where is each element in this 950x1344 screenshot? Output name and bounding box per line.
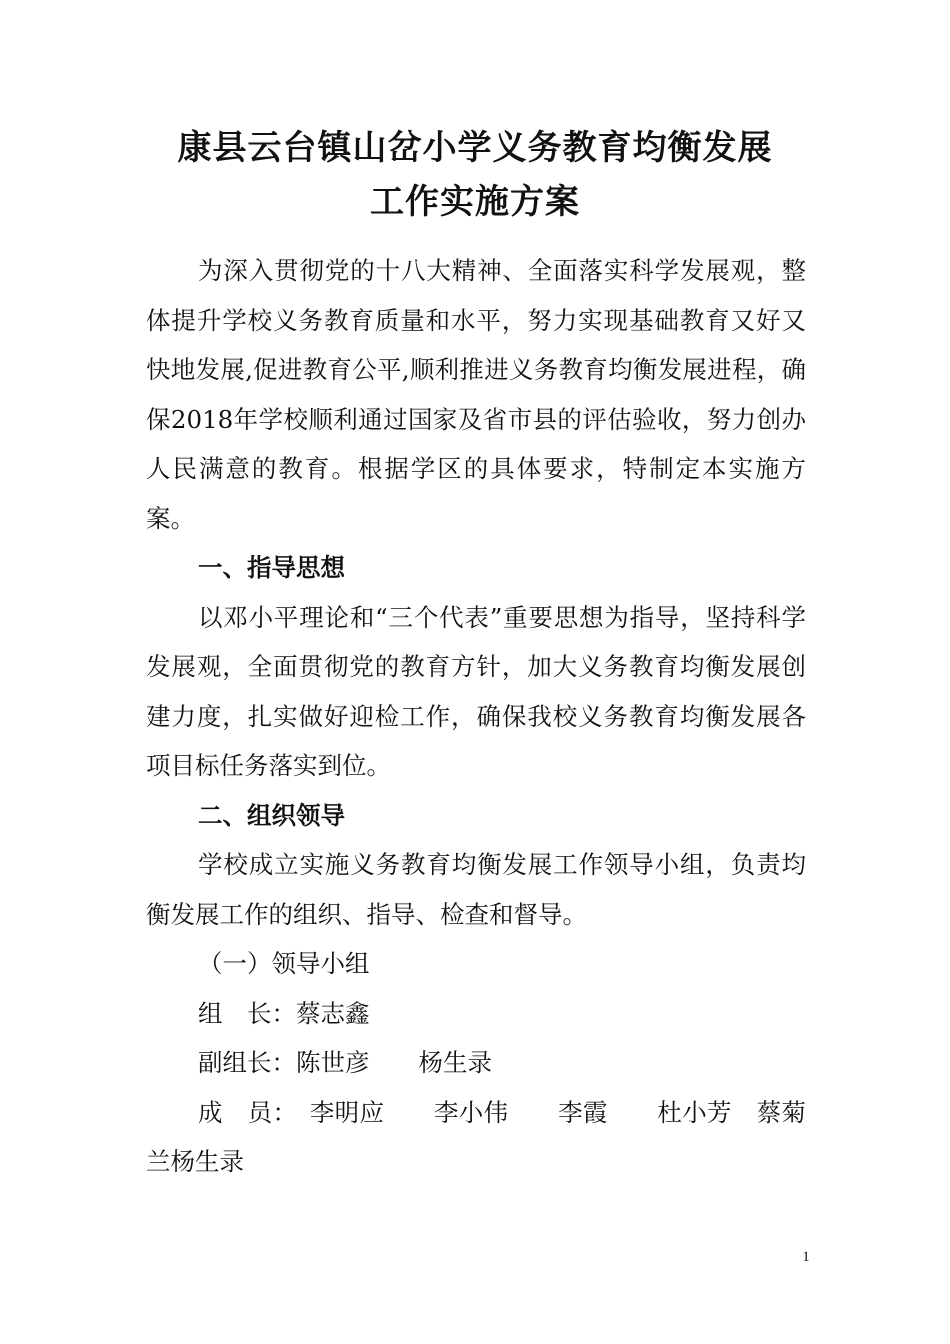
section2-heading: 二、组织领导 <box>198 800 345 830</box>
intro-paragraph: 为深入贯彻党的十八大精神、全面落实科学发展观，整体提升学校义务教育质量和水平，努力实现基础教育又好又快地发展,促进教育公平,顺利推进义务教育均衡发展进程，确保2018年学校顺利通过国家及省市县的评估验收，努力创办人民满意的教育。根据学区的具体要求，特制定本实施方案。 <box>146 256 806 533</box>
section1-paragraph: 以邓小平理论和“三个代表”重要思想为指导，坚持科学发展观，全面贯彻党的教育方针，加大义务教育均衡发展创建力度，扎实做好迎检工作，确保我校义务教育均衡发展各项目标任务落实到位。 <box>146 602 806 780</box>
document-title-line2: 工作实施方案 <box>370 182 580 222</box>
deputy-leader-line: 副组长：陈世彦 杨生录 <box>198 1048 492 1077</box>
document-title-line1: 康县云台镇山岔小学义务教育均衡发展 <box>177 128 773 168</box>
section1-heading: 一、指导思想 <box>198 553 345 582</box>
leadership-group-subheading: （一）领导小组 <box>198 949 370 978</box>
document-body <box>146 246 806 1187</box>
section2-paragraph: 学校成立实施义务教育均衡发展工作领导小组，负责均衡发展工作的组织、指导、检查和督导。 <box>146 850 806 929</box>
page-number: 1 <box>802 1249 810 1265</box>
group-leader-line: 组 长：蔡志鑫 <box>198 998 370 1028</box>
members-line: 成 员： 李明应 李小伟 李霞 杜小芳 蔡菊兰杨生录 <box>146 1097 806 1176</box>
